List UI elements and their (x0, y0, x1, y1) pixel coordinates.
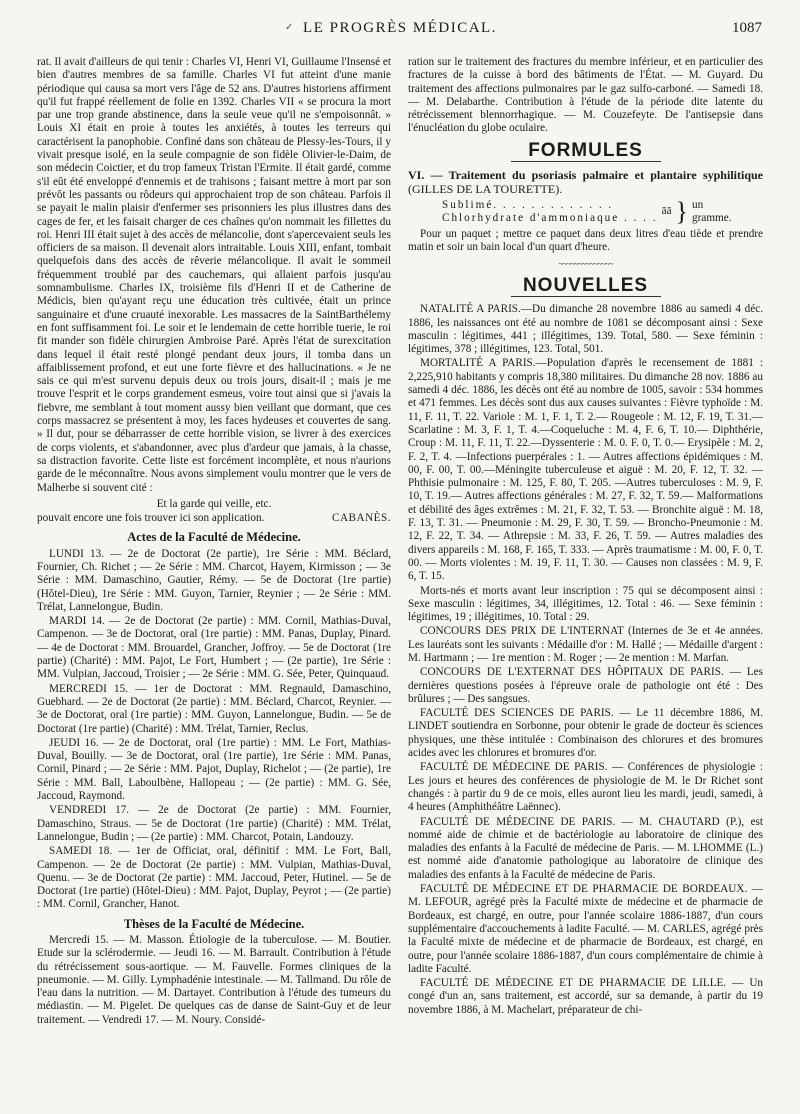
theses-heading: Thèses de la Faculté de Médecine. (123, 916, 305, 931)
recipe-item: Chlorhydrate d'ammoniaque . . . . (442, 212, 658, 225)
recipe-qty: gramme. (692, 212, 732, 225)
formules-heading: FORMULES (528, 139, 643, 161)
left-column (37, 56, 391, 1028)
concours-internat: CONCOURS DES PRIX DE L'INTERNAT (Internes de 3e et 4e années. Les lauréats sont les suivants : Médaille d'or : M. Hallé ; — Médaille d'argent : M. Hartmann ; — 1re mention : M. Roger ; — 2e mention : M. Marfan. (408, 625, 763, 664)
page-header (0, 0, 800, 50)
faculte-sciences: FACULTÉ DES SCIENCES DE PARIS. — Le 11 décembre 1886, M. LINDET soutiendra en Sorbonne, pour obtenir le grade de docteur ès sciences physiques, une thèse intitulée : Combinaison des chlorures et des bromures acides avec les chlorures et bromures d'or. (408, 707, 763, 760)
formula-title-text: VI. — Traitement du psoriasis palmaire et plantaire syphilitique (408, 168, 763, 183)
nouvelles-heading: NOUVELLES (522, 274, 649, 296)
faculte-paris-nominations: FACULTÉ DE MÉDECINE DE PARIS. — M. CHAUTARD (P.), est nommé aide de chimie et de bactériologie au laboratoire de clinique des maladies des enfants à la Faculté de médecine de Paris. — M. LHOMME (L.) est nommé aide d'anatomie pathologique au laboratoire de clinique des maladies des enfants à la Faculté de médecine de Paris. (408, 815, 763, 881)
recipe-quantity (692, 199, 731, 225)
mortalite-paragraph: MORTALITÉ A PARIS.—Population d'après le recensement de 1881 : 2,225,910 habitants y compris 18,380 militaires. Du dimanche 28 nov. 1886 au samedi 4 déc. 1886, les décès ont été au nombre de 1005, savoir : 534 hommes et 471 femmes. Les décès sont dus aux causes suivantes : Fièvre typhoïde : M. 11, F. 11, T. 22. Variole : M. 1, F. 1, T. 2.— Rougeole : M. 12, F. 19, T. 31.—Scarlatine : M. 3, F. 1, T. 4.—Coqueluche : M. 4, F. 6, T. 10.— Diphthérie, Croup : M. 11, F. 11, T. 22.—Dyssenterie : M. 0. F. 0, T. 0.— Erysipèle : M. 2, F. 2, T. 4. —Infections puerpérales : 1. — Autres affections épidémiques : M. 00, F. 00, T. 00.—Méningite tuberculeuse et aiguë : M. 20, F. 12, T. 32. — Phthisie pulmonaire : M. 125, F. 80, T. 205. —Autres tuberculoses : M. 9, F. 10, T. 19.— Autres affections générales : M. 27, F. 32, T. 59.— Malformations et débilité des âges extrêmes : M. 21, F. 32, T. 53. — Bronchite aiguë : M. 18, F. 13, T. 31. — Pneumonie : M. 29, F. 30, T. 59. — Broncho-Pneumonie : M. 12, F. 22, T. 34. — Athrepsie : M. 33, F. 26, T. 59. — Autres maladies des divers appareils : M. 168, F. 165, T. 333. — Après traumatisme : M. 00, F. 0, T. 00. — Morts violentes : M. 19, F. 11, T. 30. — Causes non classées : M. 9, F. 6, T. 15. (408, 357, 763, 583)
faculte-lille: FACULTÉ DE MÉDECINE ET DE PHARMACIE DE LILLE. — Un congé d'un an, sans traitement, est accordé, sur sa demande, à partir du 19 novembre 1886, à M. Machelart, préparateur de chi- (408, 977, 763, 1016)
concours-externat: CONCOURS DE L'EXTERNAT DES HÔPITAUX DE PARIS. — Les dernières questions posées à l'épreuve orale de pathologie ont été : Des brûlures ; — Des sangsues. (408, 666, 763, 705)
recipe-aa: āā (661, 205, 672, 218)
actes-heading: Actes de la Faculté de Médecine. (127, 530, 301, 545)
section-divider: ~~~~~~~~~~~~~~ (558, 258, 613, 269)
recipe-item: Sublimé. . . . . . . . . . . . . (442, 199, 614, 212)
formula-author: (GILLES DE LA TOURETTE). (408, 182, 563, 197)
natalite-paragraph: NATALITÉ A PARIS.—Du dimanche 28 novembre 1886 au samedi 4 déc. 1886, les naissances ont été au nombre de 1081 se décomposant ainsi : Sexe masculin : légitimes, 441 ; illégitimes, 139. Total, 580. — Sexe féminin : légitimes, 378 ; illégitimes, 123. Total, 501. (408, 303, 763, 356)
morts-nes-paragraph: Morts-nés et morts avant leur inscription : 75 qui se décomposent ainsi : Sexe masculin : légitimes, 34, illégitimes, 12. Total : 46. — Sexe féminin : légitimes, 19 ; illégitimes, 10. Total : 29. (408, 584, 763, 624)
closing-text: pouvait encore une fois trouver ici son application. (37, 512, 265, 525)
brace-symbol: } (675, 197, 689, 227)
formula-instructions: Pour un paquet ; mettre ce paquet dans deux litres d'eau tiède et prendre matin et soir un bain local d'un quart d'heure. (408, 228, 763, 254)
right-column (408, 56, 763, 1018)
article-closing (37, 512, 391, 525)
actes-samedi: SAMEDI 18. — 1er de Officiat, oral, définitif : MM. Le Fort, Ball, Campenon. — 2e de Doctorat (2e partie) : MM. Vulpian, Mathias-Duval, Quenu. — 3e de Doctorat (2e partie) : MM. Jaccoud, Peter, Hutinel. — 5e de Doctorat (1re partie) (Hôtel-Dieu) : MM. Pajot, Duplay, Peyrot ; — (2e partie) : MM. Cornil, Grancher, Hanot. (37, 845, 391, 911)
theses-continuation: ration sur le traitement des fractures du membre inférieur, et en particulier des fractures de la cuisse à bord des bâtiments de l'État. — M. Guyard. Du traitement des affections pulmonaires par le gaz sulfo-carboné. — Samedi 18. — M. Delabarthe. Contribution à l'étude de la période dite latente du rétrécissement blennorrhagique. — M. Couzefeyte. De l'antisepsie dans l'énucléation du globe oculaire. (408, 56, 763, 135)
recipe-qty: un (692, 199, 704, 212)
quoted-verse: Et la garde qui veille, etc. (156, 497, 272, 510)
actes-lundi: LUNDI 13. — 2e de Doctorat (2e partie), 1re Série : MM. Béclard, Fournier, Ch. Richet ; — 2e Série : MM. Charcot, Hayem, Kirmisson ; — 3e Série : MM. Damaschino, Gautier, Rémy. — 5e de Doctorat (1re partie) (Hôtel-Dieu), 1re Série : MM. Guyon, Tarnier, Reynier ; — 2e Série : MM. Trélat, Lannelongue, Budin. (37, 547, 391, 613)
heading-rule (511, 161, 661, 162)
page-number: 1087 (732, 20, 762, 36)
actes-mardi: MARDI 14. — 2e de Doctorat (2e partie) : MM. Cornil, Mathias-Duval, Campenon. — 3e de Doctorat, oral (1re partie) : MM. Panas, Duplay, Pinard. — 4e de Doctorat : MM. Brouardel, Grancher, Joffroy. — 5e de Doctorat (1re partie) (Charité) : MM. Pajot, Le Fort, Humbert ; — (2e partie), 1re Série : MM. Vulpian, Jaccoud, Troisier ; — 2e Série : MM. G. Sée, Peter, Quinquaud. (37, 615, 391, 681)
faculte-bordeaux: FACULTÉ DE MÉDECINE ET DE PHARMACIE DE BORDEAUX. — M. LEFOUR, agrégé près la Faculté mixte de médecine et de pharmacie de Bordeaux, est chargé, en outre, pour l'année scolaire 1886-1887, d'un cours supplémentaire d'accouchements à ladite Faculté. — M. CARLES, agrégé près la Faculté mixte de médecine et de pharmacie de Bordeaux, est chargé, en outre, pour l'année scolaire 1886-1887, d'un cours complémentaire de chimie à ladite Faculté. (408, 883, 763, 975)
actes-jeudi: JEUDI 16. — 2e de Doctorat, oral (1re partie) : MM. Le Fort, Mathias-Duval, Bouilly. — 3e de Doctorat, oral (1re partie), 1re Série : MM. Panas, Cornil, Pinard ; — 2e Série : MM. Pajot, Duplay, Richelot ; — (2e partie), 1re Série : MM. Ball, Laboulbène, Hallopeau ; — (2e partie) : MM. G. Sée, Jaccoud, Raymond. (37, 736, 391, 803)
formula-title (408, 168, 763, 196)
actes-mercredi: MERCREDI 15. — 1er de Doctorat : MM. Regnauld, Damaschino, Guebhard. — 2e de Doctorat (2e partie) : MM. Béclard, Charcot, Reynier. — 3e de Doctorat, oral (1re partie) : MM. Guyon, Lannelongue, Budin. — 5e de Doctorat (1re partie) (Charité) : MM. Trélat, Tarnier, Reclus. (37, 682, 391, 735)
recipe-ingredients (442, 199, 658, 225)
recipe-block (442, 199, 763, 225)
actes-vendredi: VENDREDI 17. — 2e de Doctorat (2e partie) : MM. Fournier, Damaschino, Straus. — 5e de Doctorat (1re partie) (Charité) : MM. Trélat, Lannelongue, Budin ; — (2e partie) : MM. Charcot, Potain, Landouzy. (37, 804, 391, 843)
header-ornament: ✓ (285, 22, 294, 33)
faculte-paris-conferences: FACULTÉ DE MÉDECINE DE PARIS. — Conférences de physiologie : Les jours et heures des conférences de physiologie de M. le Dr Richet sont changés : à partir du 9 de ce mois, elles auront lieu les mardi, jeudi, samedi, à 4 heures (Amphithéâtre Laënnec). (408, 761, 763, 814)
theses-list: Mercredi 15. — M. Masson. Étiologie de la tuberculose. — M. Boutier. Etude sur la sclérodermie. — Jeudi 16. — M. Barrault. Contribution à l'étude du rétrécissement sous-aortique. — M. Fauvelle. Formes cliniques de la pneumonie. — M. Gilly. Lymphadénie intestinale. — M. Tallmand. Du rôle de l'eau dans la nutrition. — M. Dartayet. Contribution à l'étude des tumeurs du médiastin. — M. Pigelet. De quelques cas de danse de Saint-Guy et de leur traitement. — Vendredi 17. — M. Noury. Considé- (37, 934, 391, 1026)
journal-title: LE PROGRÈS MÉDICAL. (303, 20, 497, 36)
heading-rule (511, 296, 661, 297)
article-continuation: rat. Il avait d'ailleurs de qui tenir : Charles VI, Henri VI, Guillaume l'Insensé et bien d'autres membres de sa famille. Charles VI fut atteint d'une manie périodique qui causa sa mort vers l'âge de 52 ans. D'autres historiens affirment qu'il fut frappé réellement de folie en 1392. Charles VII « se procura la mort par une trop grande abstinence, dans la seule veue qu'il ne s'empoisonnât. » Louis XI était en proie à toutes les anxiétés, à toutes les terreurs qui caractérisent la panophobie. Confiné dans son château de Plessy-les-Tours, il y vivait presque isolé, en la seule compagnie de son fidèle Olivier-le-Daim, de son médecin Coictier, et du trop fameux Tristan l'Ermite. Il était gardé, comme s'il eût été enveloppé d'ennemis et de trahisons ; faisant mettre à mort par son prévôt les passants ou rôdeurs qui approchaient trop de son château. Parfois il se payait le malin plaisir d'enfermer ses prisonniers les plus illustres dans des cages de fer, et les faisait charger de ces chaînes qu'on nommait les fillettes du roi. Henri III était sujet à des accès de mélancolie, dont s'apercevaient seuls les officiers de sa maison. Il devenait alors intraitable. Louis XIII, enfant, tombait quelquefois dans des accès de rêverie mélancolique. Il avait le sommeil fréquemment troublé par des cauchemars, qui allaient parfois jusqu'au somnambulisme. Charles IX, troisième fils d'Henri II et de Catherine de Médicis, bien qu'ayant reçu une éducation très cultivée, était un prince sanguinaire et d'une cruauté inexorable. Les massacres de la SaintBarthélemy en font suffisamment foi. Le soir et le lendemain de cette horrible tuerie, le roi fit mander son fidèle chirurgien Ambroise Paré. Après l'état de surexcitation dans lequel il était resté plongé pendant deux jours, il tomba dans un affaiblissement profond, et eut une forte fièvre et des hallucinations. « Je ne sais ce qui m'est survenu depuis deux ou trois jours, disait-il ; mais je me trouve l'esprit et le corps grandement esmeus, voire tout ainsi que si j'avais la fiebvre, me semblant à tout moment aussy bien veillant que dormant, que ces corps massacrez se présentent à moy, les faces hydeuses et couvertes de sang. » Il dut, pour se débarrasser de cette horrible vision, se livrer à des exercices de corps violents, et s'abandonner, avec plus d'ardeur que jamais, à la chasse, sa distraction favorite. Cette liste est forcément incomplète, et nous n'aurions garde de le méconnaître. Nous avons simplement voulu montrer que le vers de Malherbe si souvent cité : (37, 56, 391, 494)
author-signature: CABANÈS. (331, 512, 391, 525)
